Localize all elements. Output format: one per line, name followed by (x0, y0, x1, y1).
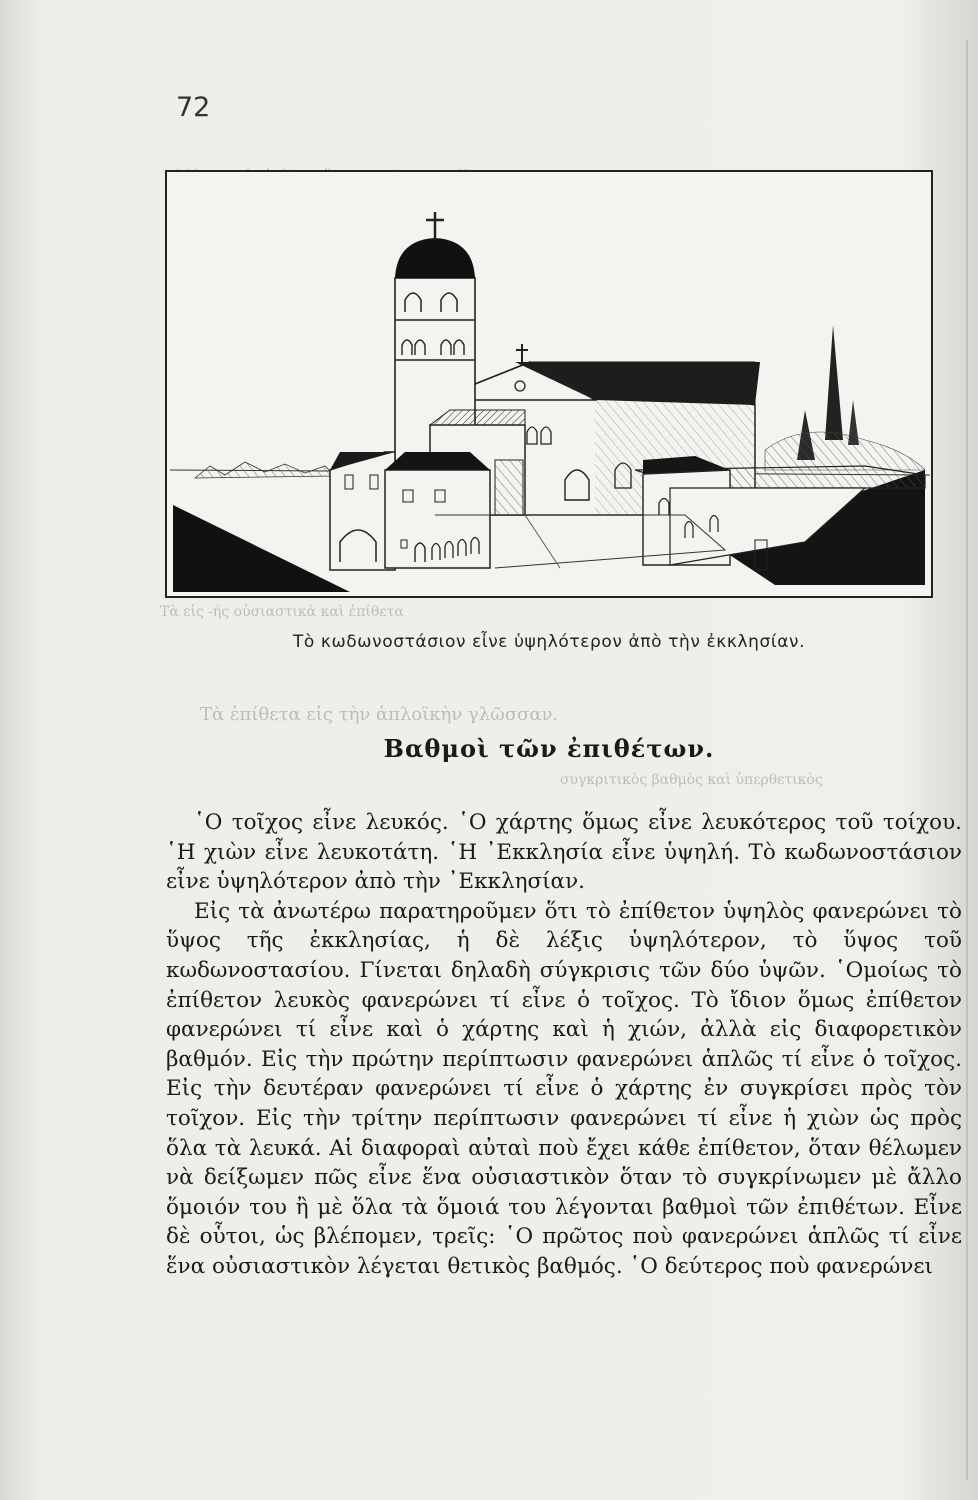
bleed-through-line: Τὰ εἰς -ής οὐσιαστικὰ καὶ ἐπίθετα (160, 604, 404, 620)
bleed-through-line: Τὰ ἐπίθετα εἰς τὴν ἁπλοϊκὴν γλῶσσαν. (200, 704, 559, 725)
page-edge-shadow (966, 40, 968, 1480)
figure-caption: Τὸ κωδωνοστάσιον εἶνε ὑψηλότερον ἀπὸ τὴν ἐκκλησίαν. (292, 632, 806, 652)
church-illustration (165, 170, 933, 598)
page-number: 72 (176, 92, 211, 123)
bleed-through-line: συγκριτικὸς βαθμὸς καὶ ὑπερθετικὸς (560, 772, 823, 788)
paragraph: Εἰς τὰ ἀνωτέρω παρατηροῦμεν ὅτι τὸ ἐπίθετον ὑψηλὸς φανερώνει τὸ ὕψος τῆς ἐκκλησίας, ἡ δὲ λέξις ὑψηλότερον, τὸ ὕψος τοῦ κωδωνοστασίου. Γίνεται δηλαδὴ σύγκρισις τῶν δύο ὑψῶν. ῾Ομοίως τὸ ἐπίθετον λευκὸς φανερώνει τί εἶνε ὁ τοῖχος. Τὸ ἴδιον ὅμως ἐπίθετον φανερώνει τί εἶνε καὶ ὁ χάρτης καὶ ἡ χιών, ἀλλὰ εἰς διαφορετικὸν βαθμόν. Εἰς τὴν πρώτην περίπτωσιν φανερώνει ἁπλῶς τί εἶνε ὁ τοῖχος. Εἰς τὴν δευτέραν φανερώνει τί εἶνε ὁ χάρτης ἐν συγκρίσει πρὸς τὸν τοῖχον. Εἰς τὴν τρίτην περίπτωσιν φανερώνει τί εἶνε ἡ χιὼν ὡς πρὸς ὅλα τὰ λευκά. Αἱ διαφοραὶ αὐταὶ ποὺ ἔχει κάθε ἐπίθετον, ὅταν θέλωμεν νὰ δείξωμεν πῶς εἶνε ἕνα οὐσιαστικὸν ὅταν τὸ συγκρίνωμεν μὲ ἄλλο ὅμοιόν του ἢ μὲ ὅλα τὰ ὅμοιά του λέγονται βαθμοὶ τῶν ἐπιθέτων. Εἶνε δὲ οὗτοι, ὡς βλέπομεν, τρεῖς: ῾Ο πρῶτος ποὺ φανερώνει ἁπλῶς τί εἶνε ἕνα οὐσιαστικὸν λέγεται θετικὸς βαθμός. ῾Ο δεύτερος ποὺ φανερώνει (166, 898, 962, 1279)
paragraph: ῾Ο τοῖχος εἶνε λευκός. ῾Ο χάρτης ὅμως εἶνε λευκότερος τοῦ τοίχου. ῾Η χιὼν εἶνε λευκοτάτη. ῾Η ᾿Εκκλησία εἶνε ὑψηλή. Τὸ κωδωνοστάσιον εἶνε ὑψηλότερον ἀπὸ τὴν ᾿Εκκλησίαν. (166, 810, 962, 895)
section-heading: Βαθμοὶ τῶν ἐπιθέτων. (383, 734, 715, 763)
body-text (166, 808, 962, 1282)
